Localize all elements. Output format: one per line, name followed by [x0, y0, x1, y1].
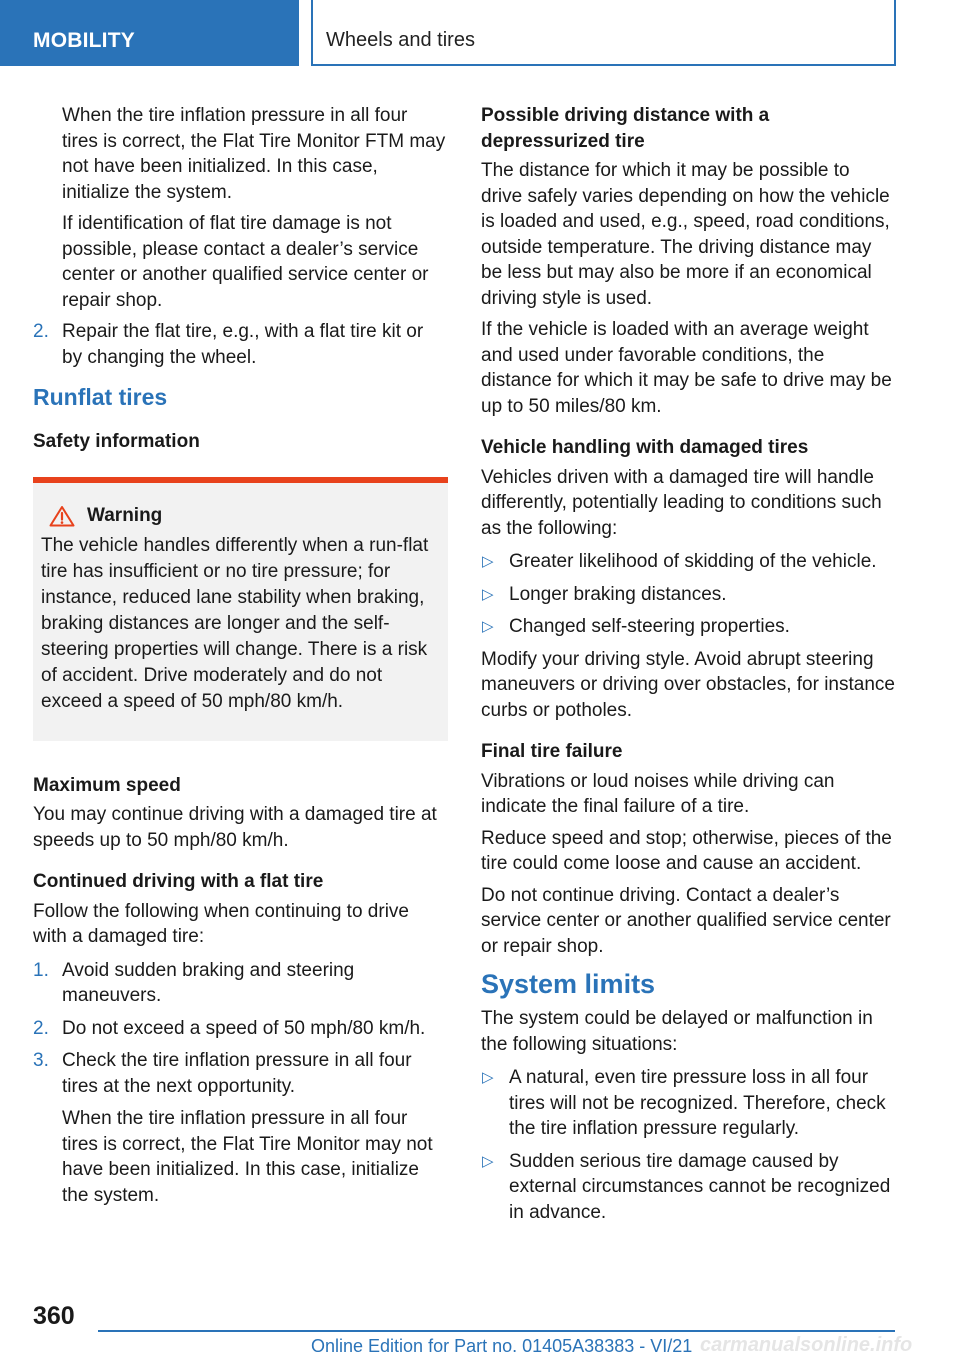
step-text: Avoid sudden braking and steering maneuvers.	[62, 959, 355, 1006]
handling-bullets	[481, 549, 896, 640]
bullet-text: Longer braking distances.	[509, 583, 727, 605]
step-list-top	[33, 319, 448, 370]
step-text: Do not exceed a speed of 50 mph/80 km/h.	[62, 1017, 426, 1039]
list-item	[481, 614, 896, 640]
left-column	[33, 103, 448, 1214]
final-paragraph-1: Vibrations or loud noises while driving can indicate the final failure of a tire.	[481, 770, 835, 817]
bullet-text: Changed self-steering properties.	[509, 616, 790, 637]
maxspeed-heading: Maximum speed	[33, 774, 181, 796]
triangle-bullet-icon: ▷	[482, 553, 494, 570]
distance-heading: Possible driving distance with a depressurized tire	[481, 105, 770, 152]
step-number: 2.	[33, 1017, 49, 1039]
list-item	[481, 582, 896, 608]
distance-paragraph-1: The distance for which it may be possible to drive safely varies depending on how the vehicle is loaded and used, e.g., speed, road conditions, outside temperature. The driving distance may be less but may also be more if an economical driving style is used.	[481, 160, 890, 309]
triangle-bullet-icon: ▷	[482, 585, 494, 603]
final-paragraph-2: Reduce speed and stop; otherwise, pieces of the tire could come loose and cause an accident.	[481, 827, 892, 874]
handling-text: Vehicles driven with a damaged tire will handle differently, potentially leading to conditions such as the following:	[481, 466, 882, 539]
page-number: 360	[33, 1302, 75, 1330]
maxspeed-text: You may continue driving with a damaged tire at speeds up to 50 mph/80 km/h.	[33, 804, 437, 851]
final-paragraph-3: Do not continue driving. Contact a dealer’s service center or another qualified service center or repair shop.	[481, 884, 891, 957]
list-item	[33, 958, 448, 1009]
step-number: 1.	[33, 959, 49, 981]
list-item	[33, 1016, 448, 1042]
warning-box	[33, 477, 448, 741]
list-item	[481, 1149, 896, 1226]
step-text: Repair the flat tire, e.g., with a flat tire kit or by changing the wheel.	[62, 321, 424, 368]
list-item	[481, 549, 896, 575]
limits-heading: System limits	[481, 969, 656, 999]
warning-triangle-icon	[49, 505, 75, 527]
step-text: Check the tire inflation pressure in all four tires at the next opportunity.	[62, 1050, 412, 1097]
safety-heading: Safety information	[33, 431, 200, 452]
warning-title: Warning	[87, 504, 163, 526]
continued-steps	[33, 958, 448, 1100]
handling-after: Modify your driving style. Avoid abrupt steering maneuvers or driving over obstacles, for instance curbs or potholes.	[481, 648, 895, 721]
continued-text: Follow the following when continuing to drive with a damaged tire:	[33, 900, 409, 947]
list-item	[481, 1065, 896, 1142]
watermark-text: carmanualsonline.info	[700, 1334, 913, 1356]
limits-text: The system could be delayed or malfunction in the following situations:	[481, 1008, 873, 1055]
bullet-text: A natural, even tire pressure loss in all four tires will not be recognized. Therefore, check the tire inflation pressure regularly.	[509, 1067, 886, 1139]
list-item	[33, 319, 448, 370]
chapter-title: Wheels and tires	[326, 29, 475, 51]
section-tab	[0, 0, 299, 66]
bullet-text: Sudden serious tire damage caused by external circumstances cannot be recognized in advance.	[509, 1150, 891, 1223]
step-number: 2.	[33, 321, 49, 342]
step3-extra: When the tire inflation pressure in all four tires is correct, the Flat Tire Monitor may not have been initialized. In this case, initialize the system.	[62, 1108, 433, 1206]
list-item	[33, 1048, 448, 1099]
handling-heading: Vehicle handling with damaged tires	[481, 437, 809, 458]
warning-text: The vehicle handles differently when a run-flat tire has insufficient or no tire pressure; for instance, reduced lane stability when braking, braking distances are longer and the self-steering properties will change. There is a risk of accident. Drive moderately and do not exceed a speed of 50 mph/80 km/h.	[41, 534, 429, 712]
distance-paragraph-2: If the vehicle is loaded with an average weight and used under favorable conditions, the distance for which it may be safe to drive may be up to 50 miles/80 km.	[481, 319, 892, 417]
continued-heading: Continued driving with a flat tire	[33, 871, 324, 892]
triangle-bullet-icon: ▷	[482, 1152, 494, 1170]
right-column	[481, 103, 896, 1232]
limits-bullets	[481, 1065, 896, 1225]
chapter-tab	[311, 0, 896, 66]
footer-divider	[98, 1330, 895, 1332]
section-title: MOBILITY	[33, 29, 135, 52]
triangle-bullet-icon: ▷	[482, 1069, 494, 1086]
final-heading: Final tire failure	[481, 741, 623, 762]
triangle-bullet-icon: ▷	[482, 618, 494, 635]
intro-paragraph-1: When the tire inflation pressure in all four tires is correct, the Flat Tire Monitor FTM may not have been initialized. In this case, initialize the system.	[62, 105, 446, 203]
runflat-heading: Runflat tires	[33, 384, 168, 410]
step-number: 3.	[33, 1050, 49, 1071]
intro-paragraph-2: If identification of flat tire damage is not possible, please contact a dealer’s service center or another qualified service center or repair shop.	[62, 213, 429, 311]
bullet-text: Greater likelihood of skidding of the vehicle.	[509, 551, 877, 572]
edition-text: Online Edition for Part no. 01405A38383 - VI/21	[311, 1336, 693, 1356]
